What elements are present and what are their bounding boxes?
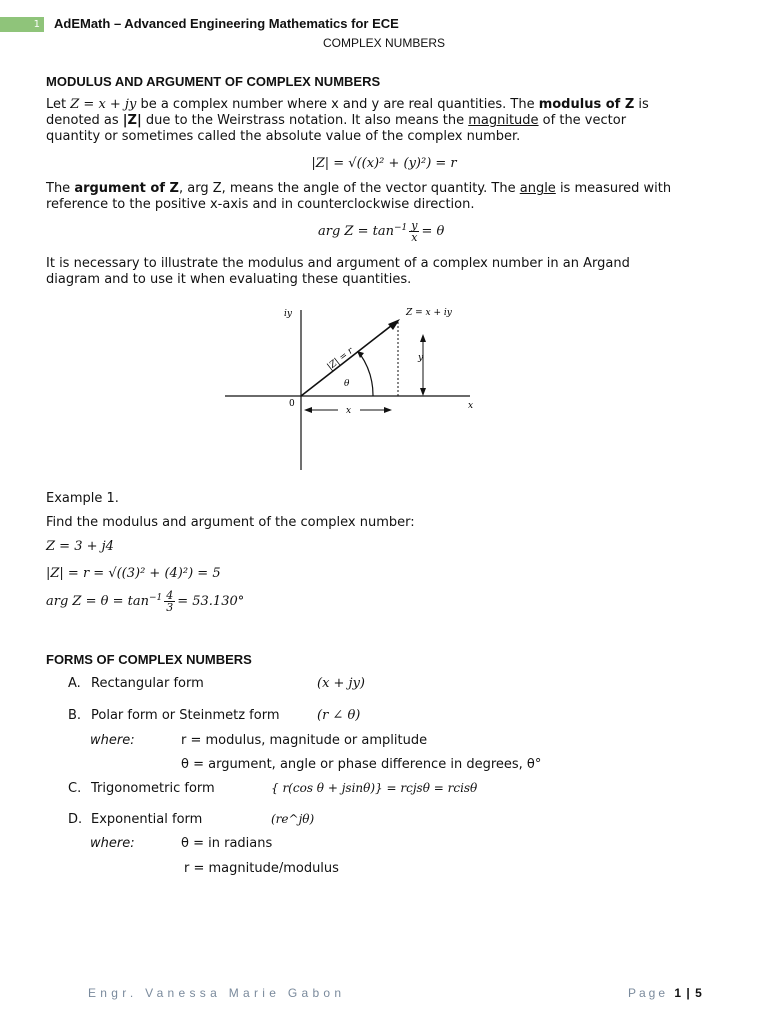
text: It is necessary to illustrate the modulus and argument of a complex number in an Argand	[46, 256, 630, 271]
form-d-label: D.	[68, 812, 83, 827]
page-word: Page	[628, 986, 675, 1000]
text: = 53.130°	[177, 594, 245, 609]
bold-text: modulus of Z	[538, 97, 635, 112]
form-a-label: A.	[68, 676, 81, 691]
form-b-def1: r = modulus, magnitude or amplitude	[181, 733, 428, 748]
form-d-name: Exponential form	[91, 812, 203, 827]
form-c-name: Trigonometric form	[91, 781, 215, 796]
label-iy: iy	[284, 309, 292, 319]
bold-text: |Z|	[122, 113, 142, 128]
text: Let	[46, 97, 71, 112]
example-prompt: Find the modulus and argument of the complex number:	[46, 515, 415, 530]
fraction	[409, 220, 419, 243]
label-y: y	[418, 353, 424, 363]
form-a-name: Rectangular form	[91, 676, 204, 691]
form-b-name: Polar form or Steinmetz form	[91, 708, 280, 723]
page-number-tab: 1	[0, 17, 44, 32]
example-title: Example 1.	[46, 491, 119, 506]
underlined-text: angle	[519, 181, 556, 196]
text: arg Z = tan	[318, 224, 394, 239]
section-heading-modulus: MODULUS AND ARGUMENT OF COMPLEX NUMBERS	[46, 74, 381, 89]
superscript: −1	[148, 592, 163, 603]
text: , arg Z, means the angle of the vector quantity. The	[178, 181, 520, 196]
denominator: 3	[166, 601, 174, 614]
argand-diagram	[220, 300, 500, 475]
footer-author: Engr. Vanessa Marie Gabon	[88, 986, 346, 1000]
form-d-expr: (re^jθ)	[271, 812, 315, 826]
example-argument	[46, 590, 244, 613]
footer-page-indicator	[628, 986, 703, 1000]
text: quantity or sometimes called the absolute value of the complex number.	[46, 129, 521, 144]
label-r: |Z| = r	[325, 346, 356, 373]
math-z: Z = x + jy	[70, 97, 137, 112]
text: denoted as	[46, 113, 123, 128]
form-c-label: C.	[68, 781, 82, 796]
text: The	[46, 181, 75, 196]
text: diagram and to use it when evaluating these quantities.	[46, 272, 412, 287]
x-arrow-left	[304, 407, 312, 413]
label-z: Z = x + iy	[406, 308, 452, 318]
form-d-where: where:	[90, 836, 135, 851]
superscript: −1	[393, 222, 408, 233]
form-a-expr: (x + jy)	[317, 676, 366, 691]
text: is	[634, 97, 649, 112]
text: due to the Weirstrass notation. It also means the	[141, 113, 469, 128]
label-x-axis: x	[468, 401, 474, 411]
bold-text: argument of Z	[74, 181, 179, 196]
vector-arrowhead	[388, 319, 400, 330]
y-arrow-down	[420, 388, 426, 396]
example-modulus: |Z| = r = √((3)² + (4)²) = 5	[46, 566, 221, 581]
text: arg Z = θ = tan	[46, 594, 149, 609]
text: = θ	[421, 224, 445, 239]
page-total: 5	[695, 986, 703, 1000]
equation-argument	[318, 220, 444, 243]
label-theta: θ	[344, 379, 350, 389]
angle-arrowhead	[357, 351, 364, 358]
text: reference to the positive x-axis and in counterclockwise direction.	[46, 197, 475, 212]
form-c-expr: { r(cos θ + jsinθ)} = rcjsθ = rcisθ	[271, 781, 478, 795]
text: is measured with	[555, 181, 672, 196]
x-arrow-right	[384, 407, 392, 413]
text: be a complex number where x and y are real quantities. The	[136, 97, 539, 112]
example-given: Z = 3 + j4	[46, 539, 114, 554]
label-origin: 0	[289, 399, 295, 409]
form-b-def2: θ = argument, angle or phase difference in degrees, θ°	[181, 757, 542, 772]
paragraph-modulus	[46, 97, 736, 145]
page-current: 1	[674, 986, 683, 1000]
numerator: 4	[166, 589, 174, 602]
form-d-def1: θ = in radians	[181, 836, 273, 851]
equation-modulus: |Z| = √((x)² + (y)²) = r	[311, 156, 457, 171]
y-arrow-up	[420, 334, 426, 342]
denominator: x	[411, 231, 418, 244]
fraction	[164, 590, 175, 613]
text: of the vector	[538, 113, 627, 128]
form-d-def2: r = magnitude/modulus	[184, 861, 339, 876]
document-title: AdEMath – Advanced Engineering Mathematics for ECE	[54, 16, 399, 31]
paragraph-argument	[46, 181, 746, 213]
form-b-where: where:	[90, 733, 135, 748]
form-b-expr: (r ∠ θ)	[317, 708, 361, 723]
paragraph-argand	[46, 256, 746, 288]
angle-arc	[360, 354, 373, 396]
numerator: y	[411, 219, 418, 232]
document-subtitle: COMPLEX NUMBERS	[322, 36, 446, 50]
section-heading-forms: FORMS OF COMPLEX NUMBERS	[46, 652, 252, 667]
underlined-text: magnitude	[468, 113, 539, 128]
label-x-dim: x	[346, 406, 352, 416]
form-b-label: B.	[68, 708, 82, 723]
page-separator: |	[682, 986, 696, 1000]
